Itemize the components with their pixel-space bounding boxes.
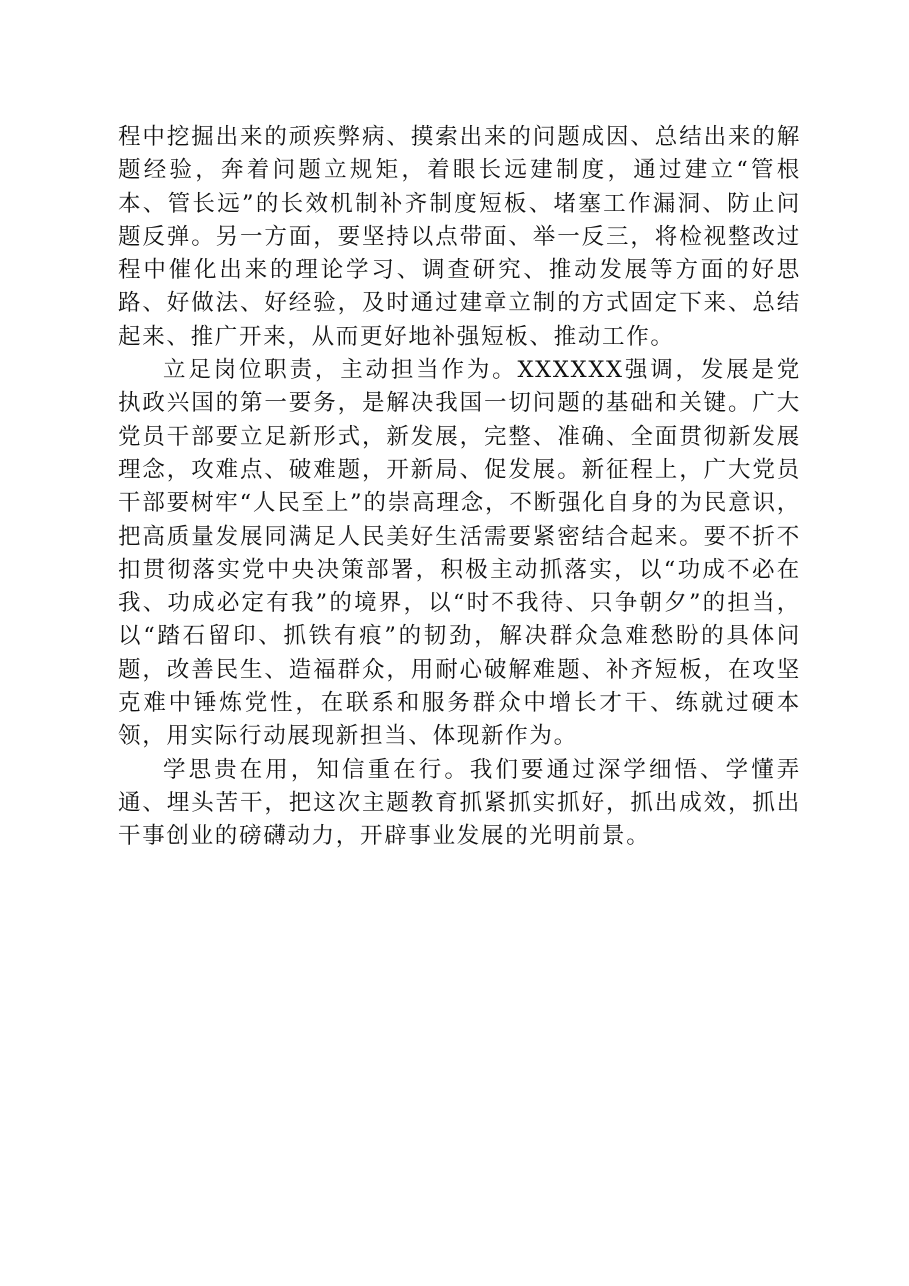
paragraph-3: 学思贵在用，知信重在行。我们要通过深学细悟、学懂弄通、埋头苦干，把这次主题教育抓紧抓实抓好，抓出成效，抓出干事创业的磅礴动力，开辟事业发展的光明前景。 xyxy=(118,756,801,850)
document-body xyxy=(118,121,801,854)
paragraph-1: 程中挖掘出来的顽疾弊病、摸索出来的问题成因、总结出来的解题经验，奔着问题立规矩，着眼长远建制度，通过建立“管根本、管长远”的长效机制补齐制度短板、堵塞工作漏洞、防止问题反弹。另一方面，要坚持以点带面、举一反三，将检视整改过程中催化出来的理论学习、调查研究、推动发展等方面的好思路、好做法、好经验，及时通过建章立制的方式固定下来、总结起来、推广开来，从而更好地补强短板、推动工作。 xyxy=(118,124,801,350)
paragraph-2: 立足岗位职责，主动担当作为。XXXXXX强调，发展是党执政兴国的第一要务，是解决我国一切问题的基础和关键。广大党员干部要立足新形式，新发展，完整、准确、全面贯彻新发展理念，攻难点、破难题，开新局、促发展。新征程上，广大党员干部要树牢“人民至上”的崇高理念，不断强化自身的为民意识，把高质量发展同满足人民美好生活需要紧密结合起来。要不折不扣贯彻落实党中央决策部署，积极主动抓落实，以“功成不必在我、功成必定有我”的境界，以“时不我待、只争朝夕”的担当，以“踏石留印、抓铁有痕”的韧劲，解决群众急难愁盼的具体问题，改善民生、造福群众，用耐心破解难题、补齐短板，在攻坚克难中锤炼党性，在联系和服务群众中增长才干、练就过硬本领，用实际行动展现新担当、体现新作为。 xyxy=(118,357,801,750)
